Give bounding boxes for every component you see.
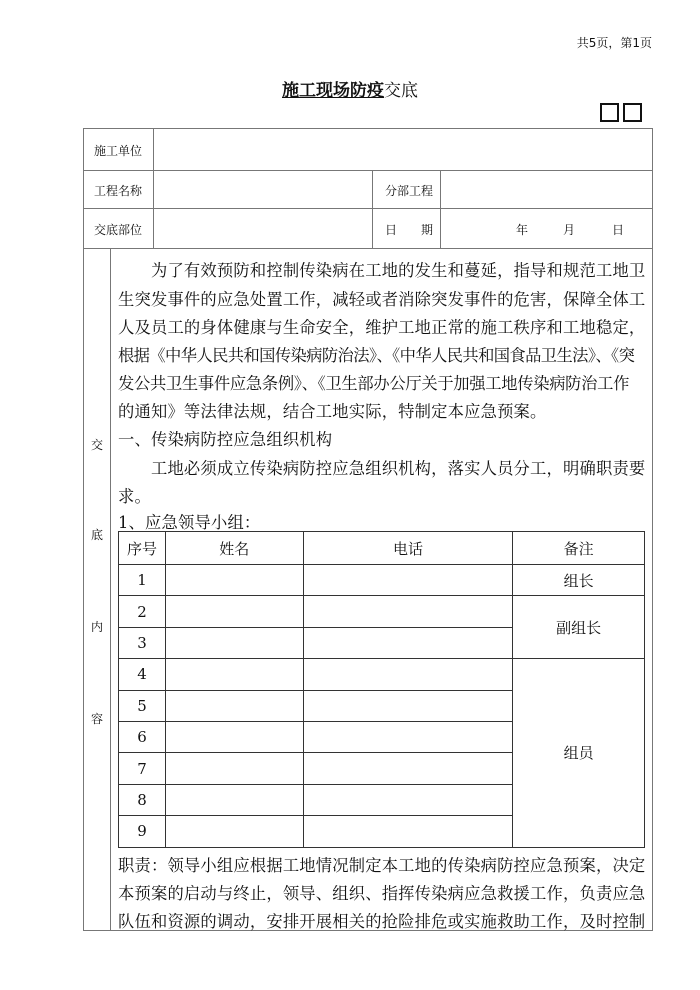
role-cell: 组长 bbox=[513, 565, 645, 596]
checkbox[interactable] bbox=[623, 103, 642, 122]
paragraph-line: 发公共卫生事件应急条例》、《卫生部办公厅关于加强工地传染病防治工作 bbox=[118, 374, 630, 393]
name-cell[interactable] bbox=[165, 659, 303, 690]
table-header bbox=[119, 532, 645, 565]
page-indicator: 共5页，第1页 bbox=[576, 36, 652, 50]
unit-label: 施工单位 bbox=[94, 144, 143, 158]
phone-cell[interactable] bbox=[303, 627, 513, 658]
divider bbox=[83, 170, 653, 171]
row-number: 3 bbox=[119, 627, 166, 658]
name-cell[interactable] bbox=[165, 721, 303, 752]
subproject-field[interactable] bbox=[443, 172, 650, 206]
divider bbox=[83, 208, 653, 209]
paragraph-line: 为了有效预防和控制传染病在工地的发生和蔓延，指导和规范工地卫 bbox=[118, 261, 646, 280]
divider bbox=[440, 170, 441, 248]
row-number: 8 bbox=[119, 784, 166, 815]
role-cell: 副组长 bbox=[513, 596, 645, 659]
date-year: 年 bbox=[516, 223, 529, 237]
row-number: 7 bbox=[119, 753, 166, 784]
project-label: 工程名称 bbox=[94, 184, 143, 198]
checkbox[interactable] bbox=[600, 103, 619, 122]
divider bbox=[83, 128, 84, 931]
divider bbox=[83, 128, 653, 129]
table-row bbox=[119, 659, 645, 690]
name-cell[interactable] bbox=[165, 627, 303, 658]
phone-cell[interactable] bbox=[303, 784, 513, 815]
phone-cell[interactable] bbox=[303, 721, 513, 752]
table-row bbox=[119, 596, 645, 627]
row-number: 4 bbox=[119, 659, 166, 690]
phone-cell[interactable] bbox=[303, 565, 513, 596]
name-cell[interactable] bbox=[165, 816, 303, 847]
row-number: 1 bbox=[119, 565, 166, 596]
document-title bbox=[0, 76, 700, 101]
col-header: 序号 bbox=[119, 532, 166, 565]
paragraph-line: 本预案的启动与终止，领导、组织、指挥传染病应急救援工作，负责应急 bbox=[118, 884, 646, 903]
project-field[interactable] bbox=[156, 172, 370, 206]
col-header: 电话 bbox=[303, 532, 513, 565]
phone-cell[interactable] bbox=[303, 596, 513, 627]
divider bbox=[110, 248, 111, 930]
paragraph-line: 生突发事件的应急处置工作，减轻或者消除突发事件的危害，保障全体工 bbox=[118, 290, 646, 309]
phone-cell[interactable] bbox=[303, 690, 513, 721]
col-header: 备注 bbox=[513, 532, 645, 565]
name-cell[interactable] bbox=[165, 565, 303, 596]
name-cell[interactable] bbox=[165, 596, 303, 627]
row-number: 9 bbox=[119, 816, 166, 847]
name-cell[interactable] bbox=[165, 690, 303, 721]
divider bbox=[372, 170, 373, 248]
title-rest: 交底 bbox=[384, 81, 418, 101]
phone-cell[interactable] bbox=[303, 753, 513, 784]
date-month: 月 bbox=[563, 223, 576, 237]
row-number: 5 bbox=[119, 690, 166, 721]
paragraph-line: 求。 bbox=[118, 487, 151, 506]
date-label: 日 期 bbox=[385, 223, 434, 237]
date-day: 日 bbox=[612, 223, 625, 237]
paragraph-line: 队伍和资源的调动，安排开展相关的抢险排危或实施救助工作，及时控制 bbox=[118, 912, 646, 931]
name-cell[interactable] bbox=[165, 753, 303, 784]
paragraph-line: 工地必须成立传染病防控应急组织机构，落实人员分工，明确职责要 bbox=[118, 459, 646, 478]
part-label: 交底部位 bbox=[94, 223, 143, 237]
paragraph-line: 人及员工的身体健康与生命安全，维护工地正常的施工秩序和工地稳定， bbox=[118, 318, 646, 337]
paragraph-line: 根据《中华人民共和国传染病防治法》、《中华人民共和国食品卫生法》、《突 bbox=[118, 346, 635, 365]
side-label: 底 bbox=[91, 528, 104, 542]
subproject-label: 分部工程 bbox=[385, 184, 434, 198]
leadership-table bbox=[118, 531, 645, 848]
title-bold: 施工现场防疫 bbox=[282, 81, 384, 101]
part-field[interactable] bbox=[156, 211, 370, 246]
phone-cell[interactable] bbox=[303, 816, 513, 847]
paragraph-line: 的通知》等法律法规，结合工地实际，特制定本应急预案。 bbox=[118, 402, 547, 421]
divider bbox=[652, 128, 653, 931]
table-row bbox=[119, 565, 645, 596]
side-label: 内 bbox=[91, 620, 104, 634]
subsection-heading: 1、应急领导小组： bbox=[118, 513, 261, 532]
role-cell: 组员 bbox=[513, 659, 645, 847]
divider bbox=[83, 248, 653, 249]
row-number: 6 bbox=[119, 721, 166, 752]
section-heading: 一、传染病防控应急组织机构 bbox=[118, 430, 333, 449]
unit-field[interactable] bbox=[156, 131, 650, 168]
divider bbox=[153, 128, 154, 248]
side-label: 容 bbox=[91, 712, 104, 726]
name-cell[interactable] bbox=[165, 784, 303, 815]
col-header: 姓名 bbox=[165, 532, 303, 565]
phone-cell[interactable] bbox=[303, 659, 513, 690]
paragraph-line: 职责：领导小组应根据工地情况制定本工地的传染病防控应急预案，决定 bbox=[118, 856, 646, 875]
side-label: 交 bbox=[91, 438, 104, 452]
row-number: 2 bbox=[119, 596, 166, 627]
